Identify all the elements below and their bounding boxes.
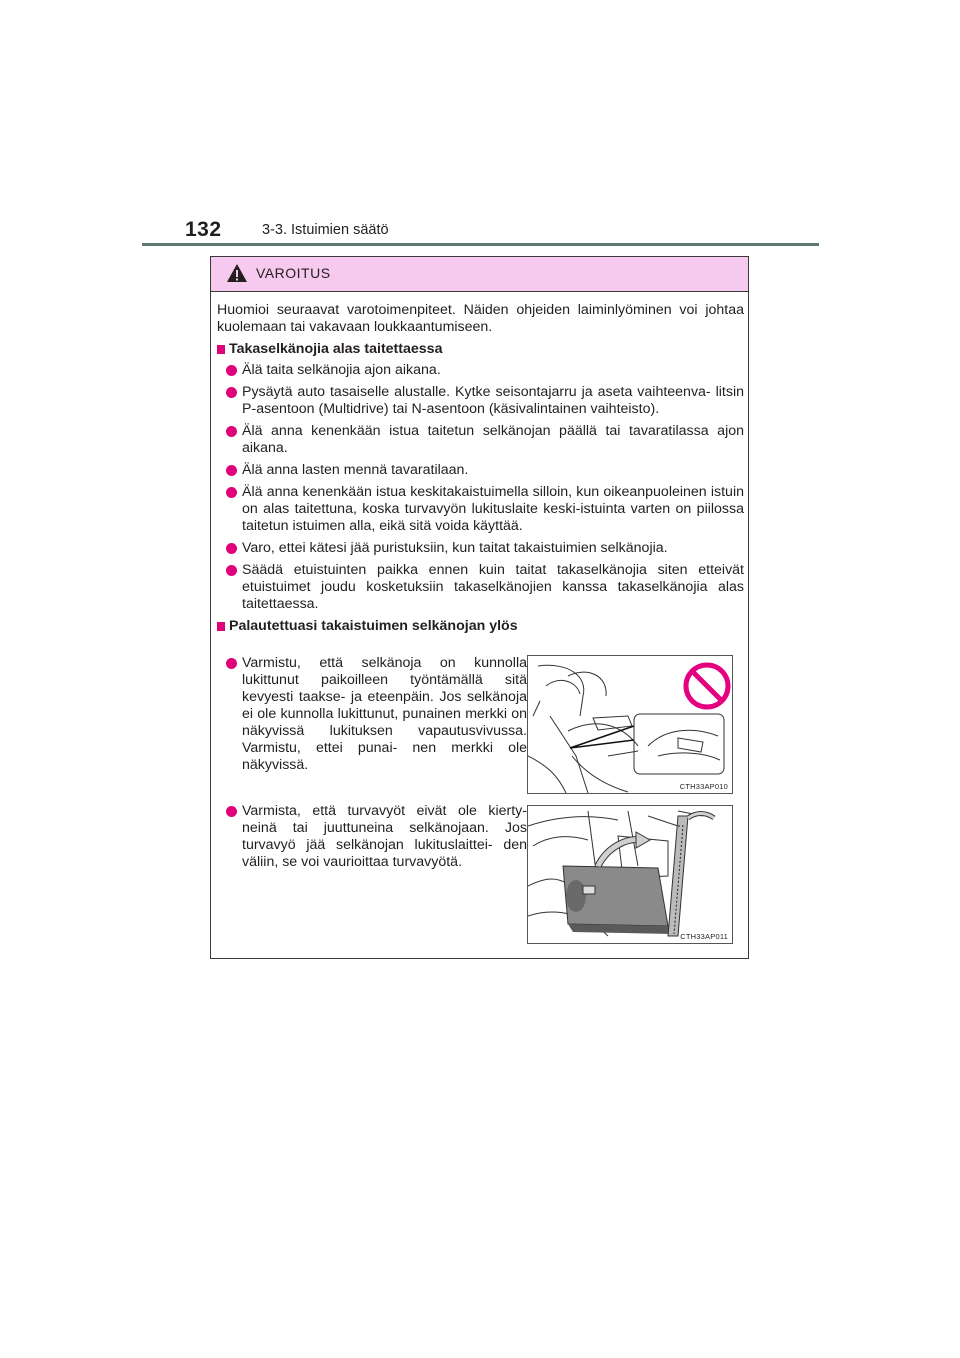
list-item-text: Älä anna kenenkään istua keskitakaistuimella silloin, kun oikeanpuoleinen istuin on alas taitettuna, koska turvavyön lukituslaite keski-istuinta varten on piilossa taitetun istuimen alla, eikä sitä voida käyttää.: [242, 484, 744, 534]
bullet-icon: [226, 658, 237, 669]
section-title: 3-3. Istuimien säätö: [262, 222, 389, 238]
list-item-text: Älä anna lasten mennä tavaratilaan.: [242, 462, 469, 478]
list-item: [217, 362, 744, 379]
section-heading: [217, 618, 744, 635]
bullet-icon: [226, 365, 237, 376]
warning-box: [210, 256, 749, 959]
warning-triangle-icon: [226, 263, 248, 283]
warning-intro: Huomioi seuraavat varotoimenpiteet. Näiden ohjeiden laiminlyöminen voi johtaa kuolemaan tai vakavaan loukkaantumiseen.: [217, 302, 744, 335]
square-bullet-icon: [217, 622, 225, 631]
list-item: [217, 655, 527, 774]
list-item-text: Älä anna kenenkään istua taitetun selkänojan päällä tai tavaratilassa ajon aikana.: [242, 423, 744, 456]
list-item: [217, 384, 744, 418]
bullet-icon: [226, 387, 237, 398]
list-item-text: Säädä etuistuinten paikka ennen kuin taitat takaselkänojia siten etteivät etuistuimet joudu kosketuksiin takaselkänojien kanssa takaselkänojia alas taitettaessa.: [242, 562, 744, 612]
list-item: [217, 540, 744, 557]
list-item-text: Pysäytä auto tasaiselle alustalle. Kytke seisontajarru ja aseta vaihteenva- litsin P-asentoon (Multidrive) tai N-asentoon (käsivalintainen vaihteisto).: [242, 384, 744, 417]
list-item: [217, 462, 744, 479]
bullet-icon: [226, 565, 237, 576]
seatbelt-figure: [527, 805, 733, 944]
figure-label: CTH33AP011: [680, 932, 728, 941]
section-heading-text: Palautettuasi takaistuimen selkänojan ylös: [229, 618, 518, 634]
list-item: [217, 803, 527, 871]
bullet-icon: [226, 426, 237, 437]
list-item-text: Varmista, että turvavyöt eivät ole kierty- neinä tai juuttuneina selkänojaan. Jos turvavyö jää selkänojan lukituslaittei- den väliin, se voi vaurioittaa turvavyötä.: [242, 803, 527, 870]
seatback-lock-illustration: [528, 656, 732, 793]
figure-label: CTH33AP010: [679, 782, 728, 791]
warning-header: [211, 257, 748, 292]
page-number: 132: [185, 218, 222, 241]
list-item-text: Varo, ettei kätesi jää puristuksiin, kun taitat takaistuimien selkänojia.: [242, 540, 668, 556]
list-item-text: Älä taita selkänojia ajon aikana.: [242, 362, 441, 378]
section-heading-text: Takaselkänojia alas taitettaessa: [229, 341, 443, 357]
list-item: [217, 423, 744, 457]
list-item: [217, 562, 744, 613]
warning-body: [217, 302, 744, 639]
bullet-icon: [226, 465, 237, 476]
bullet-icon: [226, 487, 237, 498]
seatbelt-illustration: [528, 806, 732, 943]
seatback-lock-figure: [527, 655, 733, 794]
warning-title: VAROITUS: [256, 265, 331, 281]
square-bullet-icon: [217, 345, 225, 354]
list-item-text: Varmistu, että selkänoja on kunnolla lukittunut paikoilleen työntämällä sitä kevyesti taakse- ja eteenpäin. Jos selkänoja ei ole kunnolla lukittunut, punainen merkki on näkyvissä lukituksen vapautusvivussa. Varmistu, ettei punai- nen merkki ole näkyvissä.: [242, 655, 527, 773]
bullet-icon: [226, 543, 237, 554]
header-rule: [142, 243, 819, 246]
section-heading: [217, 341, 744, 358]
list-item: [217, 484, 744, 535]
bullet-icon: [226, 806, 237, 817]
